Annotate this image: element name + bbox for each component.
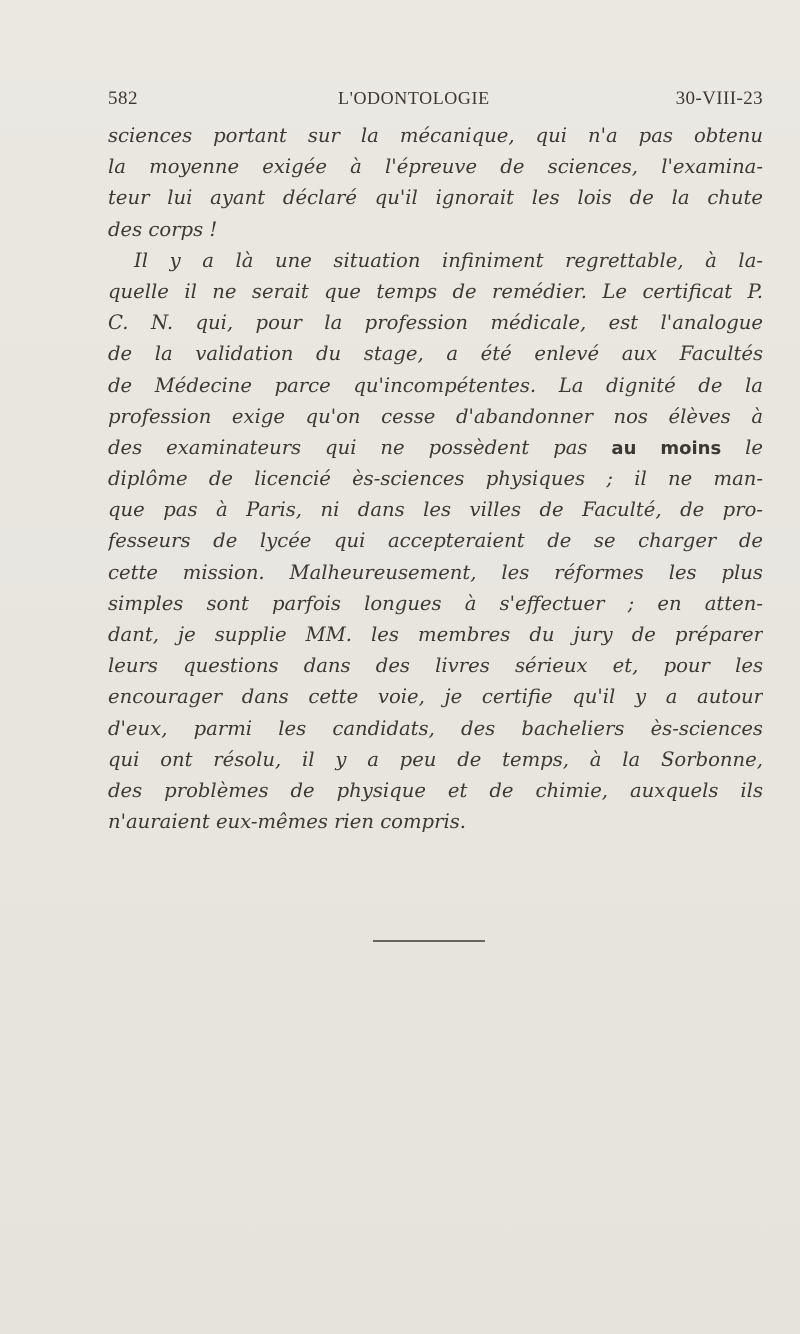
text-line: des corps ! [108, 217, 218, 241]
text-segment: le [721, 435, 763, 459]
text-line: Il y a là une situation infiniment regrettable, à la- [134, 248, 763, 272]
emphasis-bold: au moins [611, 437, 722, 459]
running-head [108, 88, 763, 114]
text-line: que pas à Paris, ni dans les villes de Faculté, de pro- [108, 498, 763, 522]
text-line: teur lui ayant déclaré qu'il ignorait les lois de la chute [108, 186, 763, 210]
page-number: 582 [108, 88, 138, 109]
text-line: qui ont résolu, il y a peu de temps, à la Sorbonne, [108, 747, 763, 771]
text-line: profession exige qu'on cesse d'abandonner nos élèves à [108, 404, 763, 428]
article-body [108, 120, 763, 837]
text-line: d'eux, parmi les candidats, des bacheliers ès-sciences [108, 716, 763, 740]
text-segment: des examinateurs qui ne possèdent pas [108, 435, 612, 459]
text-line: diplôme de licencié ès-sciences physiques ; il ne man- [108, 467, 763, 491]
text-line: cette mission. Malheureusement, les réformes les plus [108, 560, 763, 584]
text-line: simples sont parfois longues à s'effectuer ; en atten- [108, 591, 763, 615]
text-line: de Médecine parce qu'incompétentes. La dignité de la [108, 373, 763, 397]
text-line: encourager dans cette voie, je certifie qu'il y a autour [108, 685, 763, 709]
journal-title: L'ODONTOLOGIE [338, 88, 490, 108]
text-line: quelle il ne serait que temps de remédier. Le certificat P. [108, 279, 763, 303]
text-line: dant, je supplie MM. les membres du jury de préparer [108, 623, 763, 646]
text-line: n'auraient eux-mêmes rien compris. [108, 810, 466, 834]
text-line [108, 432, 763, 463]
text-line: fesseurs de lycée qui accepteraient de se charger de [108, 529, 763, 553]
text-line: la moyenne exigée à l'épreuve de sciences, l'examina- [108, 155, 763, 179]
text-line: leurs questions dans des livres sérieux et, pour les [108, 654, 763, 678]
section-divider [373, 940, 485, 942]
text-line: de la validation du stage, a été enlevé aux Facultés [108, 342, 763, 366]
text-line: sciences portant sur la mécanique, qui n'a pas obtenu [108, 124, 763, 147]
issue-date: 30-VIII-23 [675, 88, 763, 109]
text-line: des problèmes de physique et de chimie, auxquels ils [108, 778, 763, 802]
text-line: C. N. qui, pour la profession médicale, est l'analogue [108, 311, 763, 335]
